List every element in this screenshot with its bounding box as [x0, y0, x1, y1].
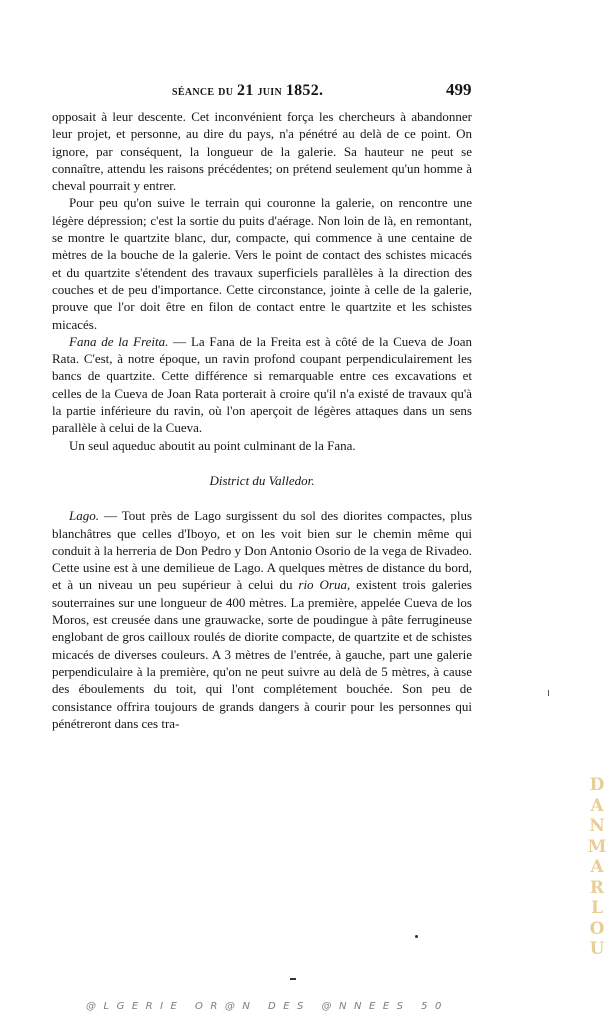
vertical-watermark — [587, 775, 607, 960]
paragraph-5-rio: rio Orua — [298, 577, 347, 593]
watermark-letter: U — [589, 939, 605, 959]
watermark-letter: M — [587, 836, 607, 857]
page-number: 499 — [446, 80, 472, 99]
paragraph-3-text: — La Fana de la Freita est à côté de la Cueva de Joan Rata. C'est, à notre époque, un ravin profond coupant perpendiculairement les bancs de quartzite. Cette différence si remarquable entre ces excavations et celles de la Cueva de Joan Rata porterait à croire qu'il n'a existé de travaux qu'à la partie inférieure du ravin, où l'on aperçoit de légères attaques dans un sens parallèle à celui de la Cueva. — [52, 333, 472, 436]
watermark-letter: N — [589, 816, 605, 836]
header-day: 21 — [237, 82, 254, 99]
paragraph-5-text-a: — Tout près de Lago surgissent du sol des diorites compactes, plus blanchâtres que celles d'Iboyo, et on les voit bien sur le chemin même qui conduit à la herreria de Don Pedro y Don Antonio Osorio de la vega de Rivadeo. Cette usine est à une demilieue de Lago. A quelques mètres de distance du bord, et à un niveau un peu supérieur à celui du — [52, 508, 472, 593]
watermark-letter: L — [591, 898, 603, 918]
header-prefix: séance du — [172, 84, 234, 99]
print-dash-mark — [290, 978, 296, 980]
paragraph-4: Un seul aqueduc aboutit au point culminant de la Fana. — [69, 437, 356, 453]
paragraph-2: Pour peu qu'on suive le terrain qui couronne la galerie, on rencontre une légère dépression; c'est la sortie du puits d'aérage. Non loin de là, en remontant, se montre le quartzite blanc, dur, compacte, qui commence à une centaine de mètres de la bouche de la galerie. Vers le point de contact des schistes micacés et du quartzite s'étendent des travaux superficiels parallèles à la direction des couches et de peu d'importance. Cette circonstance, jointe à celle de la galerie, prouve que l'or doit être en filon de contact entre le quartzite et les schistes micacés. — [52, 195, 472, 332]
paragraph-5 — [52, 507, 472, 732]
watermark-letter: A — [590, 857, 604, 877]
paragraph-3-lead: Fana de la Freita. — [69, 333, 169, 349]
running-header-title — [172, 82, 323, 100]
margin-tick-mark — [548, 690, 549, 696]
header-month: juin — [257, 84, 282, 99]
paragraph-5-text-b: , existent trois galeries souterraines sur une longueur de 400 mètres. La première, appelée Cueva de los Moros, est creusée dans une grauwacke, sorte de poudingue à pâte ferrugineuse englobant de gros cailloux roulés de diorite compacte, de quartzite et de schistes micacés de diverses couleurs. A 3 mètres de l'entrée, à gauche, part une galerie perpendiculaire à la première, qu'on ne peut suivre au delà de 5 mètres, à cause des éboulements du toit, qui l'ont complétement bouchée. Son peu de consistance offrira toujours de grands dangers à courir pour les personnes qui pénétreront dans ces tra- — [52, 577, 472, 731]
header-year: 1852. — [285, 82, 324, 99]
watermark-letter: R — [589, 877, 605, 898]
page-body — [52, 108, 472, 732]
paragraph-1: opposait à leur descente. Cet inconvénient força les chercheurs à abandonner leur projet, et personne, au dire du pays, n'a pénétré au delà de ce point. On ignore, par conséquent, la longueur de la galerie. Sa hauteur ne peut se connaître, attendu les raisons précédentes; on prétend seulement qu'un homme à cheval pourrait y entrer. — [52, 109, 472, 194]
watermark-letter: O — [589, 918, 605, 939]
paragraph-3 — [52, 333, 472, 437]
watermark-letter: A — [590, 795, 604, 816]
footer-watermark-text: @LGERIE OR@N DES @NNEES 50 — [86, 1001, 449, 1012]
print-dot-mark — [415, 935, 418, 938]
watermark-letter: D — [589, 775, 605, 795]
section-heading: District du Valledor. — [209, 472, 315, 488]
paragraph-5-lead: Lago. — [69, 508, 99, 524]
